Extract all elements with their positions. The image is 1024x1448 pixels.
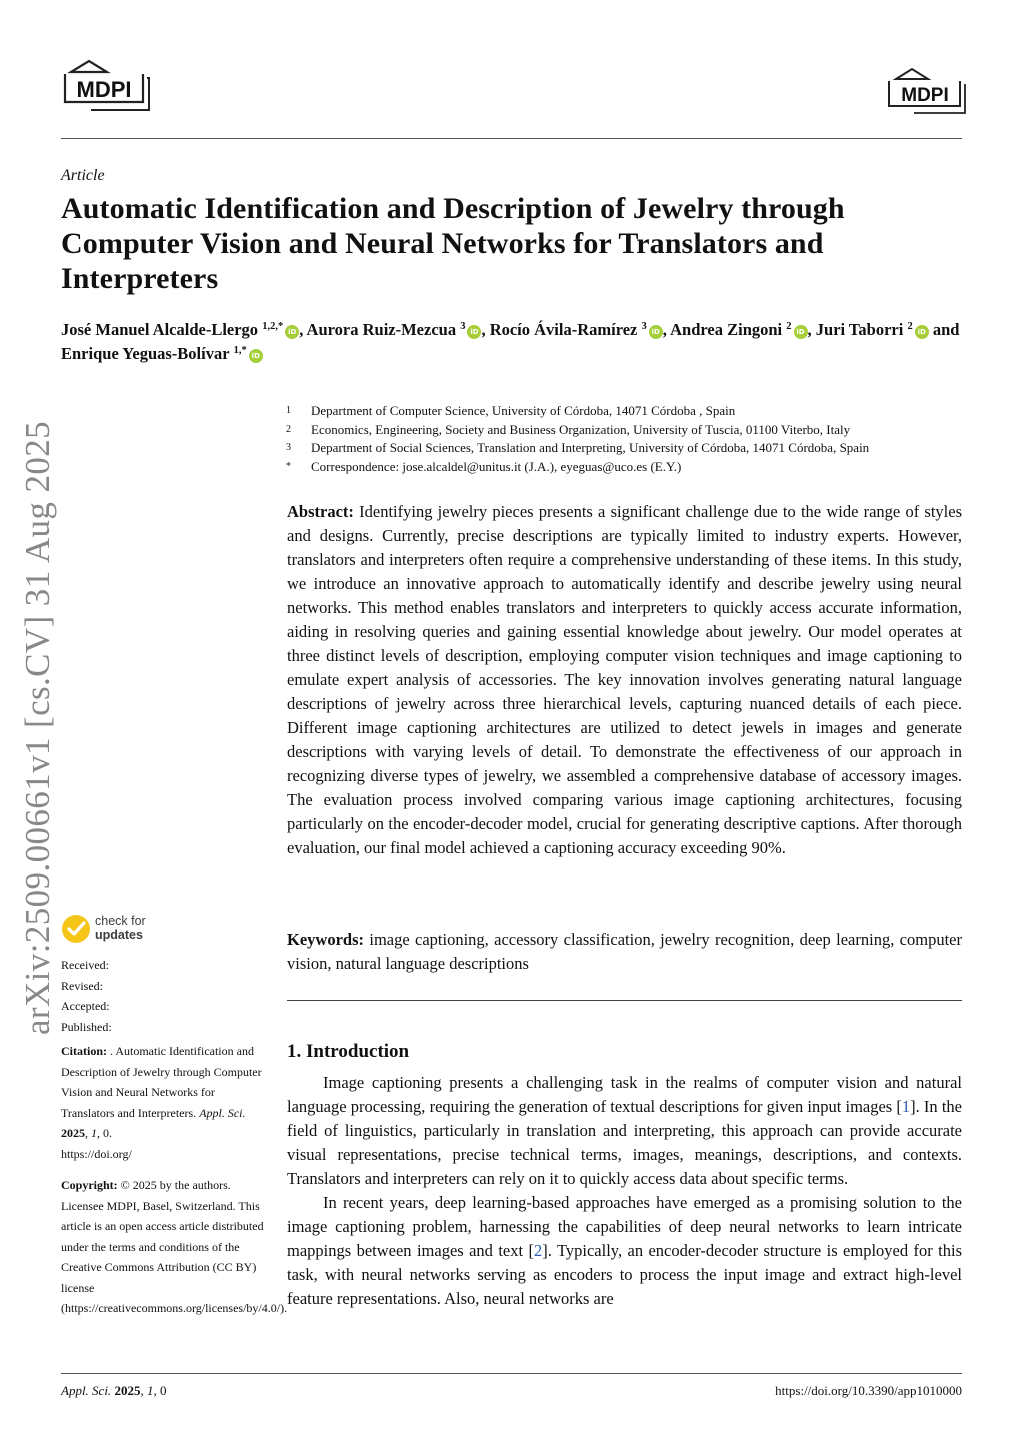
orcid-icon[interactable]: iD <box>915 325 929 339</box>
footer-rule <box>61 1373 962 1374</box>
affiliations <box>284 402 964 476</box>
section-heading: 1. Introduction <box>287 1041 410 1062</box>
mdpi-logo-right <box>886 66 966 118</box>
author-affil-sup: 3 <box>641 321 647 332</box>
affiliation-item: 2 Economics, Engineering, Society and Business Organization, University of Tuscia, 01100 Viterbo, Italy <box>286 421 851 437</box>
keywords-text: image captioning, accessory classification, jewelry recognition, deep learning, computer vision, natural language descriptions <box>287 930 962 973</box>
orcid-icon[interactable]: iD <box>285 325 299 339</box>
author-name: José Manuel Alcalde-Llergo <box>61 320 259 339</box>
header-rule <box>61 138 962 139</box>
article-dates: Received: Revised: Accepted: Published: <box>61 958 112 1034</box>
author-name: Andrea Zingoni <box>670 320 783 339</box>
affiliation-item: 3 Department of Social Sciences, Translation and Interpreting, University of Córdoba, 14071 Córdoba, Spain <box>286 440 870 455</box>
paragraph: Image captioning presents a challenging task in the realms of computer vision and natural language processing, requiring the generation of textual descriptions for given input images [1]. In the field of linguistics, particularly in translation and interpreting, this approach can provide accurate visual representations, precise technical terms, images, meanings, descriptions, and contexts. Translators and interpreters can rely on it to quickly access data about specific terms. <box>287 1073 962 1188</box>
svg-text:MDPI: MDPI <box>901 85 949 106</box>
orcid-icon[interactable]: iD <box>794 325 808 339</box>
orcid-icon[interactable]: iD <box>249 349 263 363</box>
citation-link[interactable]: 2 <box>533 1241 543 1260</box>
arxiv-stamp: arXiv:2509.00661v1 [cs.CV] 31 Aug 2025 <box>18 420 57 1035</box>
citation-doi[interactable]: https://doi.org/ <box>61 1146 132 1161</box>
author-affil-sup: 2 <box>786 321 792 332</box>
orcid-icon[interactable]: iD <box>649 325 663 339</box>
citation-link[interactable]: 1 <box>901 1097 911 1116</box>
check-updates-icon <box>61 914 91 944</box>
citation-block: Citation: . Automatic Identification and Description of Jewelry through Computer Vision and Neural Networks for Translators and Interpreters. Appl. Sci. 2025, 1, 0. https://doi.org/ <box>61 1044 262 1161</box>
article-type: Article <box>61 167 105 184</box>
abstract-label: Abstract: <box>287 502 354 521</box>
correspondence: * Correspondence: jose.alcaldel@unitus.it (J.A.), eyeguas@uco.es (E.Y.) <box>286 458 682 474</box>
copyright-block: Copyright: © 2025 by the authors. Licensee MDPI, Basel, Switzerland. This article is an open access article distributed under the terms and conditions of the Creative Commons Attribution (CC BY) license (https://creativecommons.org/licenses/by/4.0/). <box>61 1178 288 1315</box>
author-affil-sup: 1,2,* <box>262 321 284 332</box>
keywords <box>287 928 962 976</box>
section-rule <box>287 1000 962 1001</box>
paragraph: In recent years, deep learning-based approaches have emerged as a promising solution to the image captioning problem, harnessing the capabilities of deep neural networks to learn intricate mappings between images and text [2]. Typically, an encoder-decoder structure is employed for this task, with neural networks serving as encoders to process the input image and extract high-level feature representations. Also, neural networks are <box>287 1193 962 1308</box>
check-for-updates-badge[interactable]: check for updates <box>61 913 191 947</box>
keywords-label: Keywords: <box>287 930 364 949</box>
affiliation-item: 1 Department of Computer Science, University of Córdoba, 14071 Córdoba , Spain <box>286 403 736 418</box>
author-affil-sup: 1,* <box>233 345 247 356</box>
author-name: Enrique Yeguas-Bolívar <box>61 344 230 363</box>
author-name: Rocío Ávila-Ramírez <box>489 320 638 339</box>
author-affil-sup: 2 <box>907 321 913 332</box>
footer-journal: Appl. Sci. 2025, 1, 0 <box>61 1383 167 1398</box>
mdpi-logo-left <box>61 58 151 116</box>
abstract <box>287 500 962 860</box>
orcid-icon[interactable]: iD <box>467 325 481 339</box>
paper-title: Automatic Identification and Description of Jewelry through Computer Vision and Neural Networks for Translators and Interpreters <box>61 192 845 295</box>
author-affil-sup: 3 <box>460 321 466 332</box>
introduction-body <box>287 1071 962 1311</box>
author-name: Aurora Ruiz-Mezcua <box>306 320 457 339</box>
svg-text:MDPI: MDPI <box>76 77 132 102</box>
abstract-text: Identifying jewelry pieces presents a significant challenge due to the wide range of styles and designs. Currently, precise descriptions are typically limited to industry experts. However, translators and interpreters often require a comprehensive understanding of these items. In this study, we introduce an innovative approach to automatically identify and describe jewelry using neural networks. This method enables translators and interpreters to quickly access accurate information, aiding in resolving queries and gaining essential knowledge about jewelry. Our model operates at three distinct levels of description, employing computer vision techniques and image captioning to emulate expert analysis of accessories. The key innovation involves generating natural language descriptions of jewelry across three hierarchical levels, capturing nuanced details of each piece. Different image captioning architectures are utilized to detect jewels in images and generate descriptions with varying levels of detail. To demonstrate the effectiveness of our approach in recognizing diverse types of jewelry, we assembled a comprehensive database of accessory images. The evaluation process involved comparing various image captioning architectures, focusing particularly on the encoder-decoder model, crucial for generating descriptive captions. After thorough evaluation, our final model achieved a captioning accuracy exceeding 90%. <box>287 502 962 857</box>
author-name: Juri Taborri <box>815 320 904 339</box>
footer-doi[interactable]: https://doi.org/10.3390/app1010000 <box>775 1383 962 1398</box>
author-list: José Manuel Alcalde-Llergo $^{1,2,*}$ iD , Aurora Ruiz-Mezcua $^3$ iD , Rocío Ávila-Ramírez $^3$ iD , Andrea Zingoni $^2$ iD , Juri Taborri $^2$ iD and Enrique Yeguas-Bolívar $^{1,*}$ iD <box>61 320 960 363</box>
